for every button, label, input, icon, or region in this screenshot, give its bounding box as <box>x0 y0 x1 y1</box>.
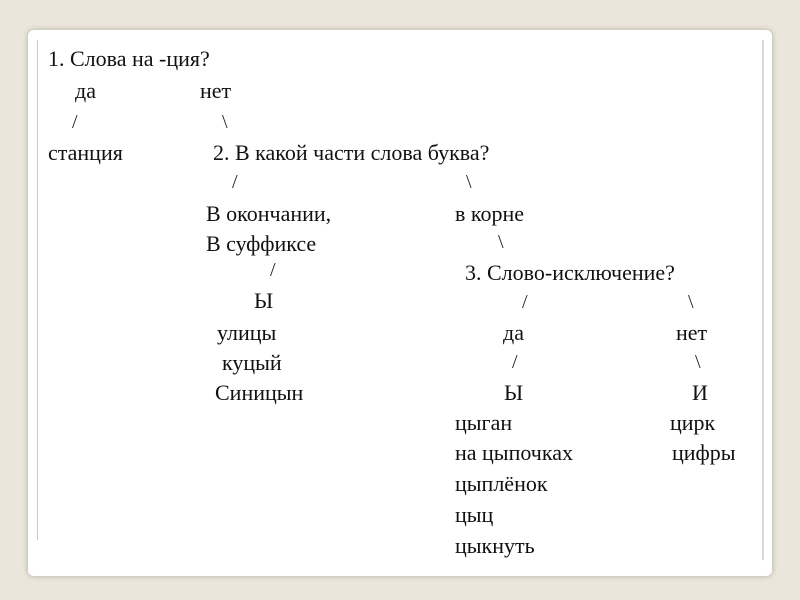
branch-mark-left: / <box>270 259 276 281</box>
exception-example: цыплёнок <box>455 471 548 496</box>
exception-example: цыц <box>455 502 494 527</box>
branch-mark-left: / <box>232 171 238 193</box>
question-3: 3. Слово-исключение? <box>465 260 675 285</box>
exception-example: цыкнуть <box>455 533 535 558</box>
slide-card <box>28 30 772 576</box>
branch-mark-left: / <box>522 291 528 313</box>
branch-mark-left: / <box>512 351 518 373</box>
branch-mark-left: / <box>72 111 78 133</box>
ending-branch-letter: Ы <box>254 288 274 313</box>
q3-answer-no: нет <box>676 320 708 345</box>
q1-yes-example: станция <box>48 140 123 165</box>
q2-answer-suffix: В суффиксе <box>206 231 317 256</box>
ending-example: улицы <box>217 320 277 345</box>
exception-example: на цыпочках <box>455 440 573 465</box>
question-1: 1. Слова на -ция? <box>48 46 210 71</box>
left-divider-line <box>37 40 38 540</box>
regular-example: цифры <box>672 440 736 465</box>
ending-example: куцый <box>222 350 282 375</box>
regular-example: цирк <box>670 410 716 435</box>
right-edge-line <box>762 40 764 560</box>
q1-answer-yes: да <box>75 78 96 103</box>
exception-example: цыган <box>455 410 513 435</box>
branch-mark-right: \ <box>498 231 504 253</box>
branch-mark-right: \ <box>688 291 694 313</box>
q3-answer-yes: да <box>503 320 524 345</box>
ending-example: Синицын <box>215 380 304 405</box>
branch-mark-right: \ <box>222 111 228 133</box>
q2-answer-root: в корне <box>455 201 524 226</box>
regular-branch-letter: И <box>692 380 708 405</box>
q1-answer-no: нет <box>200 78 232 103</box>
q2-answer-ending: В окончании, <box>206 201 332 226</box>
question-2: 2. В какой части слова буква? <box>213 140 490 165</box>
branch-mark-right: \ <box>695 351 701 373</box>
branch-mark-right: \ <box>466 171 472 193</box>
exception-branch-letter: Ы <box>504 380 524 405</box>
